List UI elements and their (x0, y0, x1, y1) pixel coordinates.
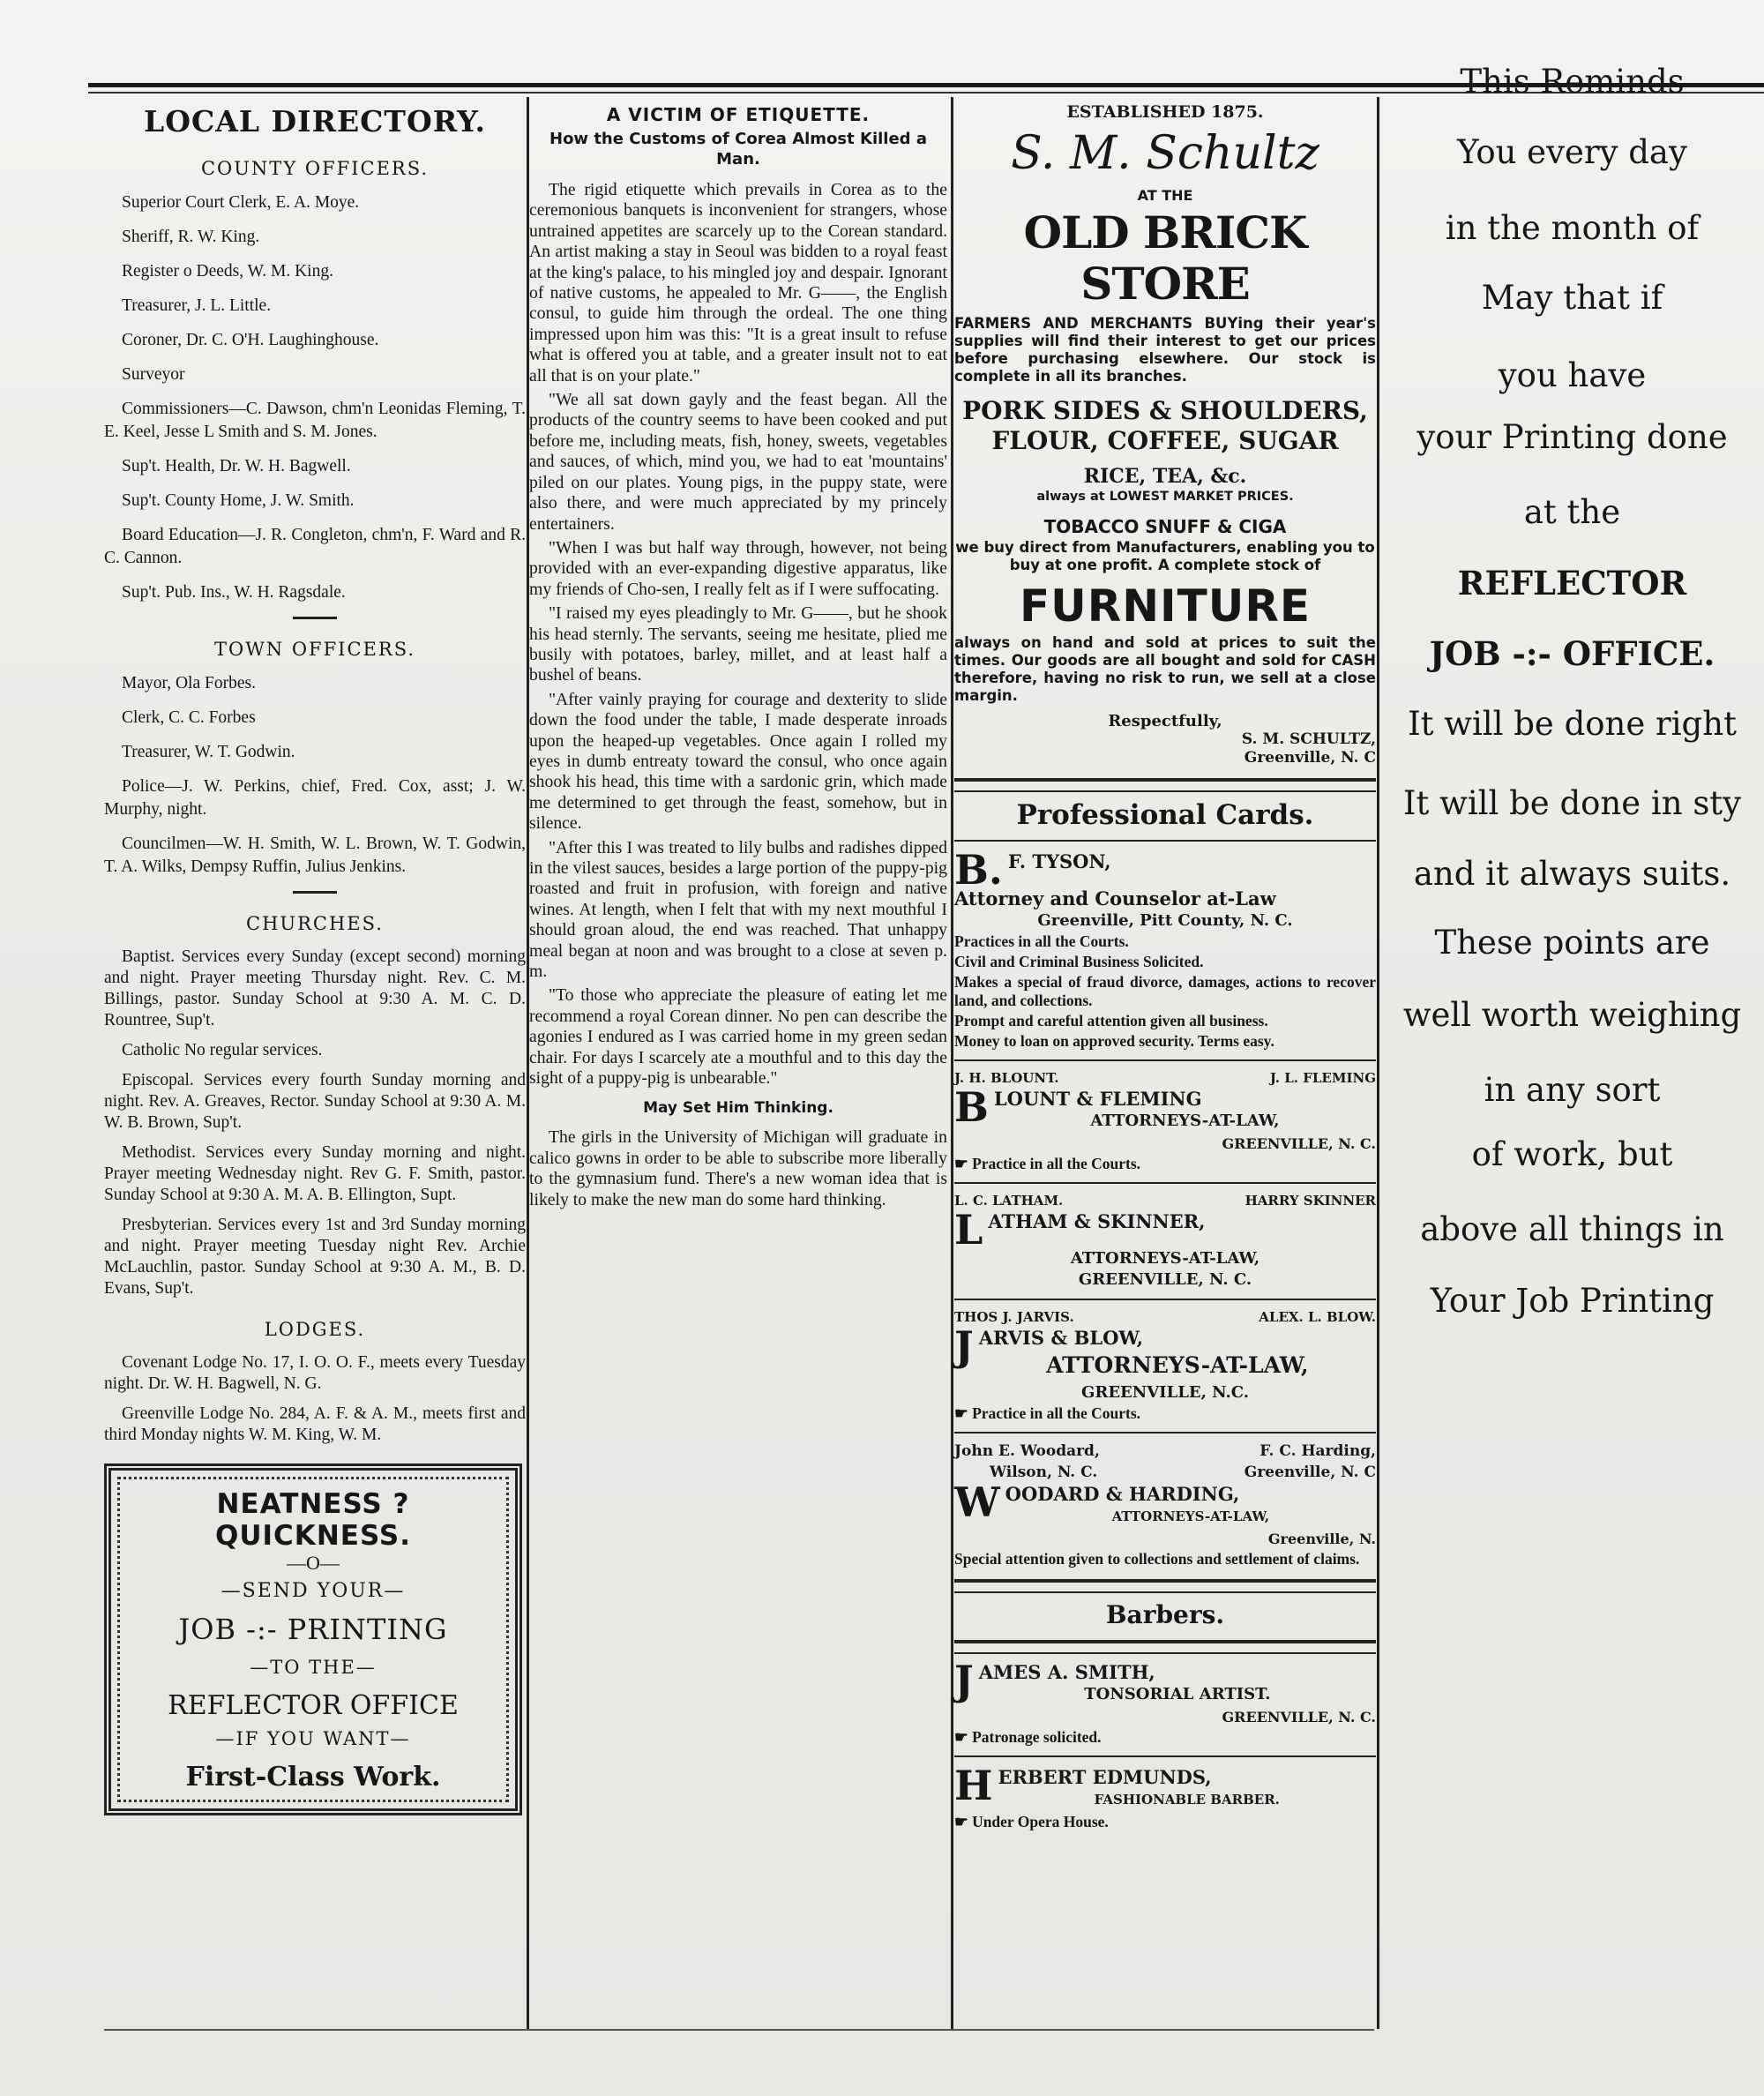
article-column (529, 97, 947, 2029)
ls-left: L. C. LATHAM. (954, 1193, 1064, 1209)
schultz-signature: S. M. SCHULTZ, (1241, 730, 1376, 748)
lodges-heading: LODGES. (264, 1319, 366, 1340)
jb-initial: J (954, 1322, 974, 1370)
church-entry: Baptist. Services every Sunday (except second) morning and night. Prayer meeting Thursday night. Rev. C. M. Billings, pastor. Sunday School at 9:30 A. M. C. D. Rountree, Sup't. (104, 947, 526, 1029)
county-officers-list (104, 191, 526, 604)
wh-right: F. C. Harding, (1259, 1442, 1376, 1460)
article-subtitle: How the Customs of Corea Almost Killed a Man. (549, 130, 927, 168)
reminder-line: above all things in (1420, 1210, 1724, 1248)
farmers-text: FARMERS AND MERCHANTS BUYing their year's supplies will find their interest to get our prices before purchasing elsewhere. Our stock is complete in all its branches. (954, 315, 1376, 385)
schultz-brand: S. M. Schultz (1011, 127, 1319, 180)
tobacco-heading: TOBACCO SNUFF & CIGA (1043, 516, 1287, 537)
wh-right2: Greenville, N. C (1244, 1463, 1376, 1481)
section-divider (293, 617, 337, 619)
article-paragraph: "I raised my eyes pleadingly to Mr. G——, but he shook his head sternly. The servants, seeing me hesitate, plied me busily with potatoes, barley, millet, and at least half a bushel of beans. (529, 603, 947, 685)
reminder-line: you have (1498, 356, 1647, 394)
thin-rule (954, 1299, 1376, 1300)
box-ad-reflector: REFLECTOR OFFICE (168, 1690, 459, 1721)
jb-note: ☛ Practice in all the Courts. (954, 1404, 1141, 1422)
reminder-line: in any sort (1484, 1071, 1661, 1109)
reminder-line: and it always suits. (1413, 855, 1731, 893)
tyson-details (954, 932, 1376, 1051)
respectfully-label: Respectfully, (1108, 712, 1222, 730)
county-officer-entry: Commissioners—C. Dawson, chm'n Leonidas Fleming, T. E. Keel, Jesse L Smith and S. M. Jones. (104, 400, 526, 441)
bf-role: ATTORNEYS-AT-LAW, (1090, 1112, 1280, 1130)
advertisements-column (954, 97, 1376, 2029)
directory-title: LOCAL DIRECTORY. (144, 104, 486, 138)
reminder-line: Your Job Printing (1430, 1282, 1715, 1320)
woodard-harding-card (954, 1442, 1376, 1568)
double-rule (954, 1640, 1376, 1654)
tyson-detail-line: Money to loan on approved security. Terms easy. (954, 1032, 1274, 1050)
county-officer-entry: Treasurer, J. L. Little. (122, 296, 272, 315)
article-paragraph: The rigid etiquette which prevails in Corea as to the ceremonious banquets is inconvenient for strangers, whose untrained appetites are scarcely up to the Corean standard. An artist making a stay in Seoul was bidden to a royal feast at the king's palace, to his mingled joy and despair. Ignorant of native customs, he appealed to Mr. G——, the English consul, to guide him through the ordeal. The one thing impressed upon him was this: "It is a great insult to refuse what is offered you at table, and a greater insult not to eat all that is on your plate." (529, 180, 947, 386)
box-ad-first-class: First-Class Work. (185, 1762, 441, 1793)
thin-rule (954, 1182, 1376, 1184)
tyson-detail-line: Prompt and careful attention given all business. (954, 1012, 1268, 1029)
tyson-detail-line: Makes a special of fraud divorce, damages, actions to recover land, and collections. (954, 973, 1376, 1009)
article-paragraph: "When I was but half way through, however, not being provided with an ever-expanding digestive apparatus, like my friends of Cho-sen, I really felt as if I were suffocating. (529, 537, 947, 599)
established-line: ESTABLISHED 1875. (1066, 102, 1264, 122)
bf-place: GREENVILLE, N. C. (1222, 1135, 1376, 1152)
thin-rule (954, 840, 1376, 842)
reminder-line: This Reminds (1460, 63, 1685, 101)
county-officer-entry: Coroner, Dr. C. O'H. Laughinghouse. (122, 331, 379, 349)
bf-right: J. L. FLEMING (1269, 1070, 1376, 1086)
reminder-ad-column (1380, 63, 1764, 2029)
local-directory-column (104, 97, 526, 2029)
lodges-list (104, 1352, 526, 1446)
county-officer-entry: Sup't. County Home, J. W. Smith. (122, 491, 355, 510)
he-name: ERBERT EDMUNDS, (998, 1766, 1212, 1788)
thin-rule (954, 1432, 1376, 1434)
box-ad-to-the: —TO THE— (250, 1657, 377, 1678)
edmunds-barber-card (954, 1762, 1376, 1831)
article-paragraph: "After this I was treated to lily bulbs and radishes dipped in the vilest sauces, besides a large portion of the puppy-pig roasted and fruit in profusion, with foreign and native wines. At length, when I felt that with my next mouthful I should groan aloud, the end was reached. That unhappy meal began at noon and was brought to a close at seven p. m. (529, 837, 947, 982)
old-brick-store-heading: OLD BRICK STORE (1023, 206, 1307, 310)
tyson-initial: B. (954, 846, 1003, 894)
county-officer-entry: Register o Deeds, W. M. King. (122, 262, 333, 281)
furniture-heading: FURNITURE (1019, 580, 1312, 632)
bf-left: J. H. BLOUNT. (954, 1070, 1059, 1086)
latham-skinner-card (954, 1193, 1376, 1290)
town-officer-entry: Police—J. W. Perkins, chief, Fred. Cox, asst; J. W. Murphy, night. (104, 777, 526, 819)
bottom-rule (104, 2029, 1374, 2031)
wh-initial: W (954, 1478, 1000, 1526)
wh-name: OODARD & HARDING, (1005, 1483, 1240, 1505)
county-officer-entry: Surveyor (122, 365, 185, 384)
smith-barber-card (954, 1657, 1376, 1747)
blount-fleming-card (954, 1070, 1376, 1173)
tyson-name: F. TYSON, (1007, 850, 1111, 872)
lodge-entry: Covenant Lodge No. 17, I. O. O. F., meets every Tuesday night. Dr. W. H. Bagwell, N. G. (104, 1353, 526, 1393)
jb-place: GREENVILLE, N.C. (1080, 1383, 1250, 1402)
town-officer-entry: Clerk, C. C. Forbes (122, 708, 256, 727)
barbers-heading: Barbers. (1105, 1600, 1225, 1629)
article-body (529, 180, 947, 1089)
jarvis-blow-card (954, 1309, 1376, 1423)
tyson-detail-line: Civil and Criminal Business Solicited. (954, 953, 1204, 970)
rice-tea-heading: RICE, TEA, &c. (1083, 465, 1247, 488)
bf-initial: B (954, 1083, 989, 1131)
section-divider (293, 891, 337, 894)
town-officers-list (104, 672, 526, 879)
town-officer-entry: Councilmen—W. H. Smith, W. L. Brown, W. T. Godwin, T. A. Wilks, Dempsy Ruffin, Julius Jenkins. (104, 835, 526, 876)
town-officer-entry: Mayor, Ola Forbes. (122, 674, 256, 692)
bf-name: LOUNT & FLEMING (993, 1088, 1202, 1110)
buy-direct-text: we buy direct from Manufacturers, enabling you to buy at one profit. A complete stock of (955, 539, 1375, 573)
jb-role: ATTORNEYS-AT-LAW, (1046, 1352, 1309, 1378)
ls-role: ATTORNEYS-AT-LAW, (1070, 1249, 1260, 1268)
js-note: ☛ Patronage solicited. (954, 1728, 1102, 1746)
wh-left: John E. Woodard, (954, 1442, 1100, 1460)
reminder-line: of work, but (1471, 1135, 1673, 1173)
church-entry: Episcopal. Services every fourth Sunday morning and night. Rev. A. Greaves, Rector. Sunday School at 9:30 A. M. W. B. Brown, Sup't. (104, 1071, 526, 1132)
reminder-line: your Printing done (1416, 418, 1728, 456)
ls-name: ATHAM & SKINNER, (988, 1210, 1206, 1232)
schultz-place: Greenville, N. C (1244, 749, 1376, 767)
box-ad-headline: NEATNESS ? QUICKNESS. (215, 1488, 411, 1552)
wh-left2: Wilson, N. C. (990, 1463, 1098, 1481)
reminder-line: at the (1523, 493, 1621, 531)
article-paragraph: "We all sat down gayly and the feast began. All the products of the country seems to have been cooked and put before me, including meats, fish, honey, sweets, vegetables and sauces, of which, mind you, we had to eat 'mountains' piled on our plates. Young pigs, in the puppy state, were also there, and were much appreciated by my princely entertainers. (529, 390, 947, 534)
wh-role: ATTORNEYS-AT-LAW, (1111, 1508, 1270, 1524)
js-initial: J (954, 1657, 974, 1704)
tyson-card (954, 846, 1376, 1051)
town-officer-entry: Treasurer, W. T. Godwin. (122, 743, 295, 761)
professional-cards-heading: Professional Cards. (1016, 799, 1314, 831)
reminder-line: JOB -:- OFFICE. (1429, 634, 1715, 673)
box-ad-ornament: —O— (287, 1552, 340, 1574)
county-officer-entry: Board Education—J. R. Congleton, chm'n, F. Ward and R. C. Cannon. (104, 526, 526, 567)
js-place: GREENVILLE, N. C. (1222, 1709, 1376, 1725)
he-initial: H (954, 1762, 993, 1809)
he-role: FASHIONABLE BARBER. (1094, 1792, 1280, 1808)
jb-name: ARVIS & BLOW, (978, 1327, 1144, 1349)
article-title: A VICTIM OF ETIQUETTE. (606, 104, 871, 125)
double-rule (954, 1579, 1376, 1593)
js-name: AMES A. SMITH, (978, 1661, 1155, 1683)
js-role: TONSORIAL ARTIST. (1084, 1685, 1271, 1703)
article-paragraph: "To those who appreciate the pleasure of eating let me recommend a royal Corean dinner. No pen can describe the agonies I endured as I was carried home in my green sedan chair. For days I scarcely ate a mouthful and to this day the sight of a puppy-pig is unbearable." (529, 985, 947, 1089)
article-paragraph: "After vainly praying for courage and dexterity to slide down the food under the table, I made desperate inroads upon the heaped-up vegetables. Once again I rolled my eyes in dumb entreaty toward the consul, who once again shook his head, this time with a sardonic grin, which made me determined to get through the feast, somehow, but in silence. (529, 689, 947, 834)
box-ad-send: —SEND YOUR— (220, 1580, 406, 1602)
second-article-title: May Set Him Thinking. (643, 1099, 833, 1118)
churches-list (104, 947, 526, 1299)
reminder-line: It will be done in sty (1402, 784, 1742, 822)
tyson-detail-line: Practices in all the Courts. (954, 932, 1129, 950)
box-ad-if-you-want: —IF YOU WANT— (215, 1728, 411, 1749)
reminder-line: May that if (1481, 279, 1663, 317)
thin-rule (954, 1755, 1376, 1757)
wh-note: Special attention given to collections and settlement of claims. (954, 1550, 1360, 1568)
church-entry: Presbyterian. Services every 1st and 3rd Sunday morning and night. Prayer meeting Tuesday night Rev. Archie McLauchlin, pastor. Sunday School at 9:30 A. M., B. D. Evans, Sup't. (104, 1216, 526, 1298)
bf-note: ☛ Practice in all the Courts. (954, 1155, 1141, 1172)
county-officer-entry: Sup't. Health, Dr. W. H. Bagwell. (122, 457, 351, 475)
column-rule (951, 97, 953, 2029)
ls-right: HARRY SKINNER (1245, 1193, 1376, 1209)
column-rule (1377, 97, 1379, 2029)
county-officer-entry: Sheriff, R. W. King. (122, 228, 260, 246)
county-officers-heading: COUNTY OFFICERS. (200, 158, 430, 179)
reminder-line: You every day (1457, 133, 1687, 171)
reminder-line: It will be done right (1408, 705, 1737, 743)
ls-initial: L (954, 1206, 983, 1254)
wh-place: Greenville, N. (1267, 1531, 1376, 1547)
he-note: ☛ Under Opera House. (954, 1813, 1109, 1830)
reminder-line: in the month of (1445, 209, 1700, 247)
county-officer-entry: Superior Court Clerk, E. A. Moye. (122, 193, 360, 212)
churches-heading: CHURCHES. (246, 913, 384, 934)
church-entry: Catholic No regular services. (122, 1041, 323, 1059)
jb-left: THOS J. JARVIS. (954, 1309, 1074, 1325)
jb-right: ALEX. L. BLOW. (1259, 1309, 1376, 1325)
box-ad-job-printing: JOB -:- PRINTING (178, 1613, 448, 1646)
pork-sides-heading: PORK SIDES & SHOULDERS, FLOUR, COFFEE, SUGAR (962, 396, 1368, 455)
county-officer-entry: Sup't. Pub. Ins., W. H. Ragsdale. (122, 583, 346, 602)
at-the-label: AT THE (1137, 187, 1193, 204)
reminder-line: well worth weighing (1402, 996, 1742, 1034)
reminder-line: These points are (1434, 924, 1710, 962)
tyson-place: Greenville, Pitt County, N. C. (1037, 911, 1293, 930)
market-prices-line: always at LOWEST MARKET PRICES. (1036, 490, 1294, 504)
reminder-line: REFLECTOR (1457, 564, 1687, 603)
town-officers-heading: TOWN OFFICERS. (213, 639, 416, 660)
furniture-text: always on hand and sold at prices to suit the times. Our goods are all bought and sold for CASH therefore, having no risk to run, we sell at a close margin. (954, 634, 1376, 704)
church-entry: Methodist. Services every Sunday morning and night. Prayer meeting Wednesday night. Rev G. F. Smith, pastor. Sunday School at 9:30 A. M. A. B. Ellington, Supt. (104, 1143, 526, 1204)
lodge-entry: Greenville Lodge No. 284, A. F. & A. M., meets first and third Monday nights W. M. King, W. M. (104, 1404, 526, 1444)
thin-rule (954, 1059, 1376, 1061)
double-rule (954, 778, 1376, 792)
tyson-role: Attorney and Counselor at-Law (954, 887, 1276, 910)
ls-place: GREENVILLE, N. C. (1078, 1270, 1252, 1289)
job-printing-box-ad (104, 1463, 522, 1815)
second-article-body: The girls in the University of Michigan will graduate in calico gowns in order to be able to subscribe more liberally to the gymnasium fund. There's a new woman idea that is likely to make the new man do some hard thinking. (529, 1127, 947, 1209)
